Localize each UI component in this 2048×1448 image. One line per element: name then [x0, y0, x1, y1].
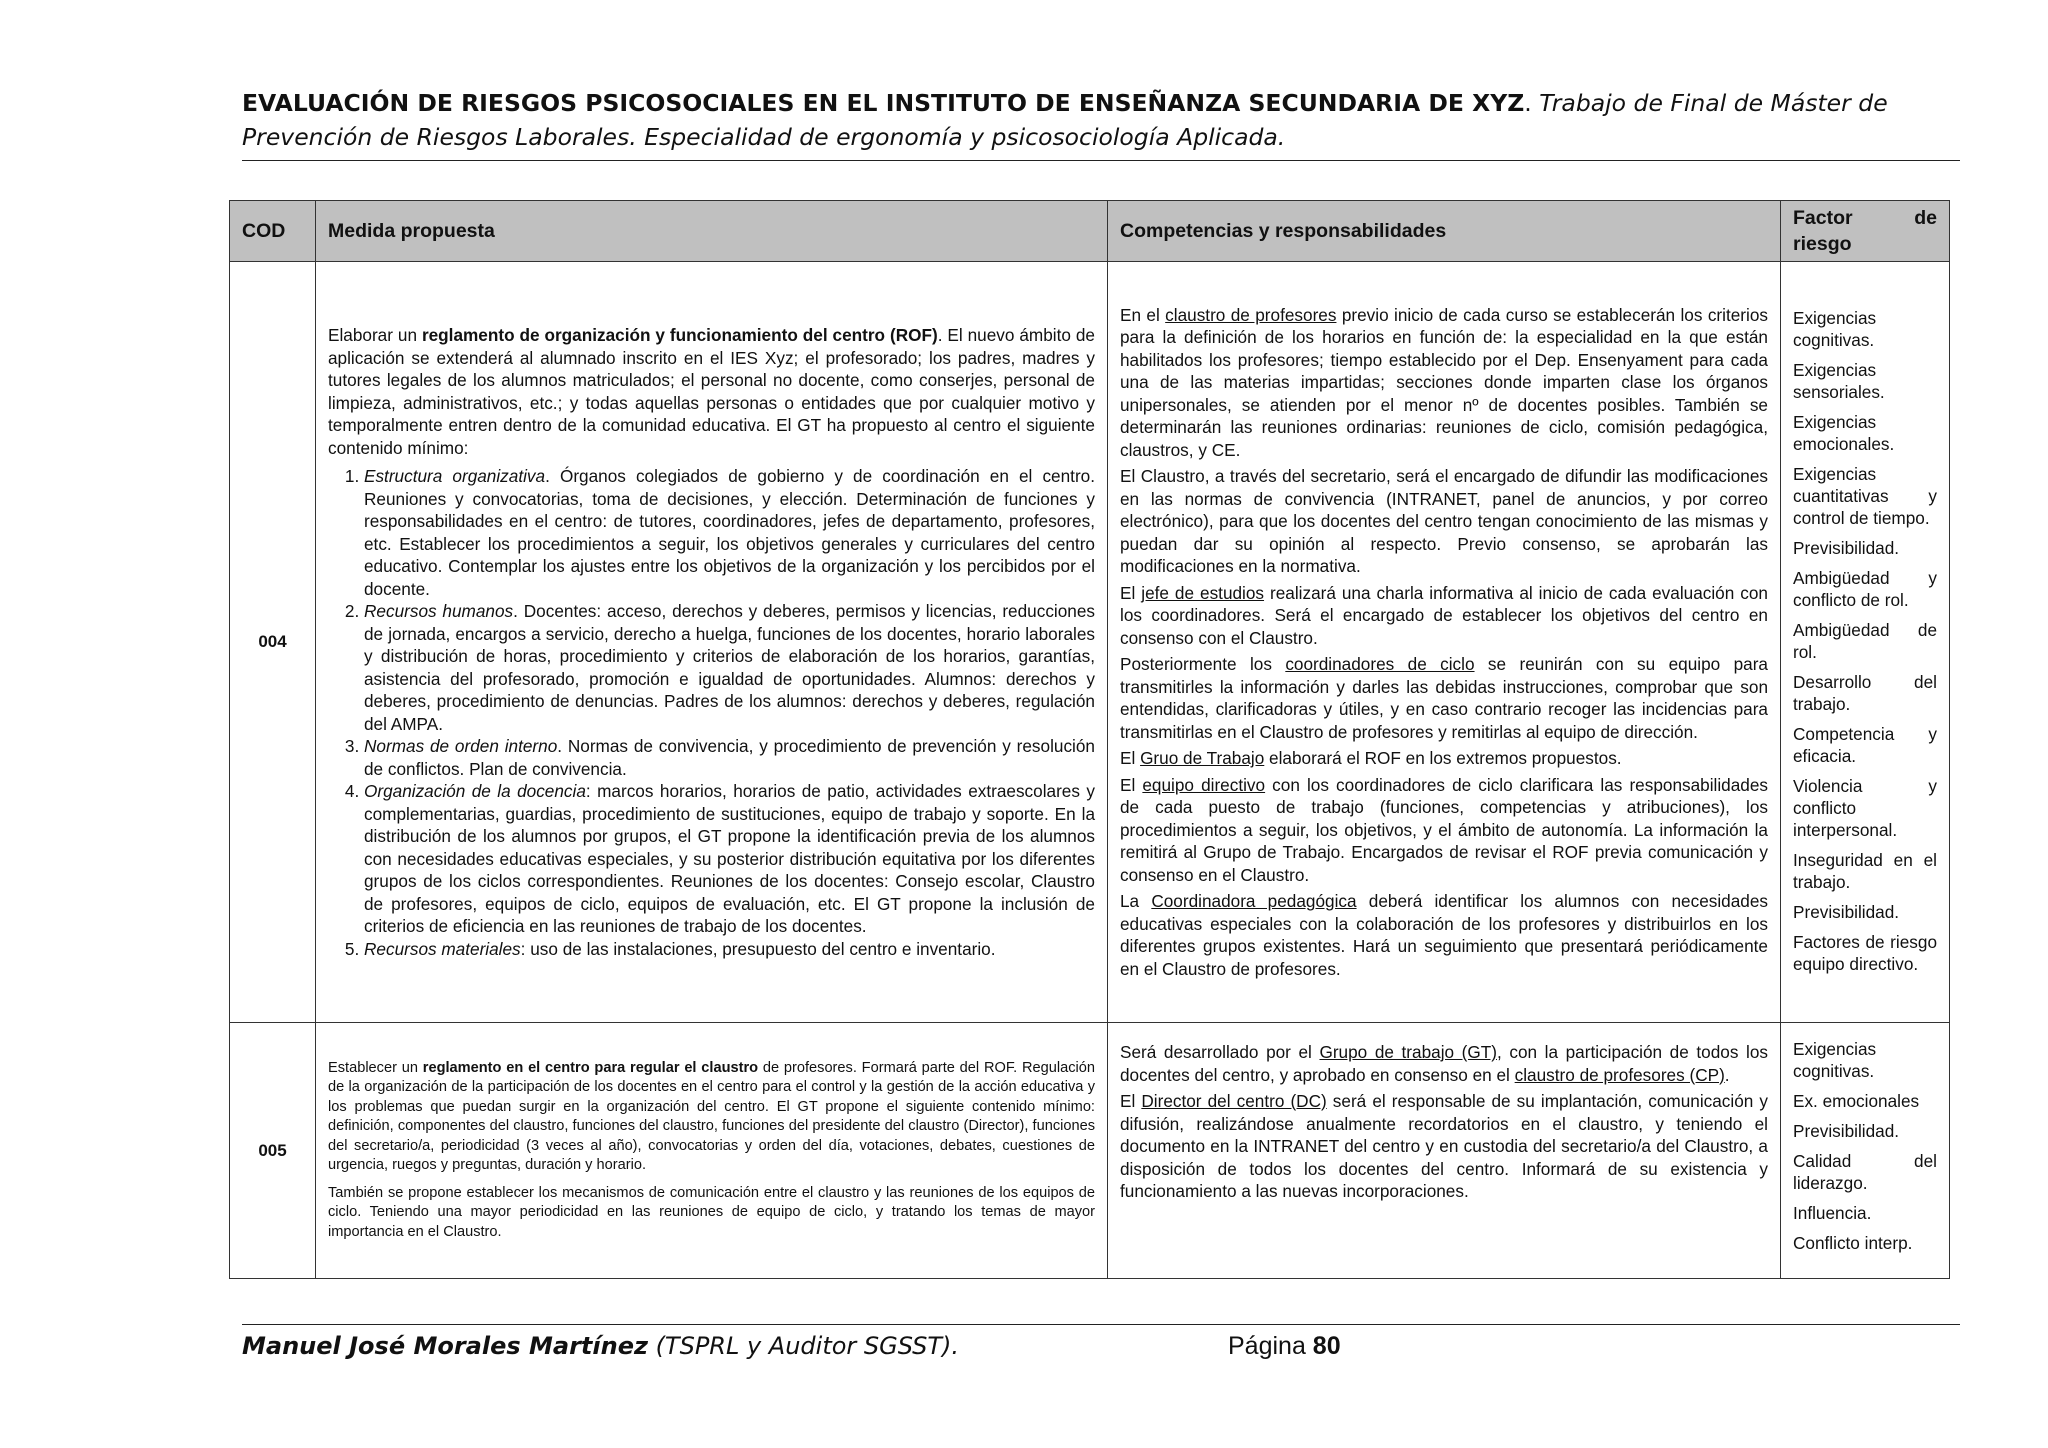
- factor-item: Previsibilidad.: [1793, 1120, 1900, 1141]
- measures-table: [229, 200, 1950, 1279]
- page-number: Página 80: [1228, 1332, 1341, 1360]
- factor-item: Previsibilidad.: [1793, 538, 1900, 558]
- row-code: 005: [230, 1023, 316, 1279]
- competence-paragraph: El Gruo de Trabajo elaborará el ROF en los extremos propuestos.: [1120, 748, 1622, 769]
- factor-item: Exigencias sensoriales.: [1793, 360, 1885, 402]
- col-header-measure: Medida propuesta: [316, 201, 1108, 262]
- header-divider: [242, 160, 1960, 161]
- competence-paragraph: El Claustro, a través del secretario, será el encargado de difundir las modificaciones en las normas de convivencia (INTRANET, panel de anuncios, y por correo electrónico), para que los docentes del centro tengan conocimiento de las mismas y puedan dar su opinión al respecto. Previo consenso, se aprobarán las modificaciones en la normativa.: [1120, 466, 1768, 577]
- factor-item: Exigencias emocionales.: [1793, 412, 1895, 454]
- list-item: 2. Recursos humanos. Docentes: acceso, derechos y deberes, permisos y licencias, reducciones de jornada, encargos a servicio, derecho a huelga, funciones de los docentes, horario laborales y distribución de horas, procedimiento y criterios de elaboración de los horarios, garantías, asistencia del profesorado, promoción e igualdad de oportunidades. Alumnos: derechos y deberes, procedimiento de denuncias. Padres de los alumnos: derechos y deberes, regulación del AMPA.: [364, 600, 1095, 735]
- measure-paragraph: Establecer un reglamento en el centro para regular el claustro de profesores. Formará parte del ROF. Regulación de la organización de la participación de los docentes en el centro para el control y la gestión de la acción educativa y los problemas que puedan surgir en la organización del centro. El GT propone el siguiente contenido mínimo: definición, componentes del claustro, funciones del claustro, funciones del presidente del claustro (Director), funciones del secretario/a, periodicidad (3 veces al año), convocatorias y orden del día, votaciones, debates, cuestiones de urgencia, ruegos y preguntas, duración y horario.: [328, 1059, 1096, 1174]
- measure-intro: Elaborar un reglamento de organización y funcionamiento del centro (ROF). El nuevo ámbito de aplicación se extenderá al alumnado inscrito en el IES Xyz; el profesorado; los padres, madres y tutores legales de los alumnos matriculados; el personal no docente, como conserjes, personal de limpieza, administrativos, etc.; y todas aquellas personas o entidades que por cualquier motivo y temporalmente entren dentro de la comunidad educativa. El GT ha propuesto al centro el siguiente contenido mínimo:: [328, 325, 1095, 458]
- factors-cell: [1781, 1023, 1950, 1279]
- factor-item: Inseguridad en el trabajo.: [1793, 850, 1937, 892]
- competence-paragraph: El equipo directivo con los coordinadores de ciclo clarificara las responsabilidades de cada puesto de trabajo (funciones, competencias y atribuciones), los procedimientos a seguir, los objetivos, y el ámbito de autonomía. La información la remitirá al Grupo de Trabajo. Encargados de revisar el ROF previa comunicación y consenso en el Claustro.: [1120, 774, 1769, 885]
- document-subtitle: Trabajo de Final de Máster de Prevención de Riesgos Laborales. Especialidad de ergonomía y psicosociología Aplicada.: [242, 89, 1888, 151]
- competence-paragraph: En el claustro de profesores previo inicio de cada curso se establecerán los criterios para la definición de los horarios en función de: la especialidad en la que están habilitados los profesores; tiempo establecido por el Dep. Ensenyament para cada una de las materias impartidas; secciones donde imparten clase los órganos unipersonales, se atienden por el menor nº de docentes posibles. También se determinarán las reuniones ordinarias: reuniones de ciclo, comisión pedagógica, claustros, y CE.: [1120, 304, 1768, 460]
- list-item: 5. Recursos materiales: uso de las instalaciones, presupuesto del centro e inventario.: [364, 938, 1095, 961]
- factor-item: Ambigüedad y conflicto de rol.: [1793, 568, 1937, 610]
- competence-paragraph: Será desarrollado por el Grupo de trabajo (GT), con la participación de todos los docentes del centro, y aprobado en consenso en el claustro de profesores (CP).: [1120, 1042, 1768, 1085]
- factor-item: Conflicto interp.: [1793, 1232, 1913, 1253]
- footer-divider: [242, 1324, 1960, 1325]
- title-separator: .: [1524, 89, 1540, 117]
- list-item: 1. Estructura organizativa. Órganos colegiados de gobierno y de coordinación en el centro. Reuniones y convocatorias, toma de decisiones, y elección. Determinación de funciones y responsabilidades en el centro: de tutores, coordinadores, jefes de departamento, profesores, etc. Establecer los procedimientos a seguir, los objetivos generales y curriculares del centro educativo. Contemplar los ajustes entre los objetivos de la organización y los percibidos por el docente.: [364, 465, 1095, 600]
- factor-item: Previsibilidad.: [1793, 902, 1900, 922]
- measure-cell: [316, 1023, 1108, 1279]
- factor-item: Calidad del liderazgo.: [1793, 1150, 1937, 1193]
- factor-item: Ambigüedad de rol.: [1793, 620, 1937, 662]
- competence-paragraph: El Director del centro (DC) será el responsable de su implantación, comunicación y difusión, realizándose anualmente recordatorios en el claustro, y teniendo el documento en la INTRANET del centro y en custodia del secretario/a del Claustro, a disposición de todos los docentes del centro. Informará de su existencia y funcionamiento a las nuevas incorporaciones.: [1120, 1091, 1768, 1201]
- competences-cell: [1108, 262, 1781, 1023]
- factor-item: Exigencias cognitivas.: [1793, 308, 1877, 350]
- col-header-code: COD: [230, 201, 316, 262]
- factor-item: Exigencias cognitivas.: [1793, 1038, 1877, 1081]
- factor-list: [1793, 1038, 1937, 1254]
- factor-item: Exigencias cuantitativas y control de tiempo.: [1793, 464, 1937, 528]
- competence-paragraph: La Coordinadora pedagógica deberá identificar los alumnos con necesidades educativas especiales con la colaboración de los profesores y distribuirlos en los diferentes grupos existentes. Hará un seguimiento que presentará periódicamente en el Claustro de profesores.: [1120, 891, 1768, 979]
- col-header-competences: Competencias y responsabilidades: [1108, 201, 1781, 262]
- factors-cell: [1781, 262, 1950, 1023]
- factor-item: Factores de riesgo equipo directivo.: [1793, 932, 1937, 974]
- factor-item: Competencia y eficacia.: [1793, 724, 1937, 766]
- measure-paragraph: También se propone establecer los mecanismos de comunicación entre el claustro y las reuniones de los equipos de ciclo. Teniendo una mayor periodicidad en las reuniones de equipo de ciclo, y tratando los temas de mayor importancia en el Claustro.: [328, 1184, 1095, 1240]
- table-row: [230, 262, 1950, 1023]
- footer-author: Manuel José Morales Martínez (TSPRL y Auditor SGSST).: [242, 1332, 960, 1360]
- factor-item: Desarrollo del trabajo.: [1793, 672, 1937, 714]
- list-item: 3. Normas de orden interno. Normas de convivencia, y procedimiento de prevención y resolución de conflictos. Plan de convivencia.: [364, 735, 1095, 780]
- factor-item: Violencia y conflicto interpersonal.: [1793, 776, 1937, 840]
- row-code: 004: [230, 262, 316, 1023]
- table-row: [230, 1023, 1950, 1279]
- measure-content-list: [328, 465, 1095, 960]
- measure-cell: [316, 262, 1108, 1023]
- page-header: [242, 86, 1960, 154]
- factor-item: Influencia.: [1793, 1202, 1872, 1223]
- competence-paragraph: El jefe de estudios realizará una charla informativa al inicio de cada evaluación con los coordinadores. Será el encargado de establecer los objetivos del centro en consenso con el Claustro.: [1120, 582, 1768, 648]
- col-header-factor: Factor de riesgo: [1781, 201, 1950, 262]
- competences-cell: [1108, 1023, 1781, 1279]
- factor-list: [1793, 307, 1937, 975]
- factor-item: Ex. emocionales: [1793, 1090, 1920, 1111]
- list-item: 4. Organización de la docencia: marcos horarios, horarios de patio, actividades extraescolares y complementarias, guardias, procedimiento de sustituciones, equipo de trabajo y soporte. En la distribución de los alumnos por grupos, el GT propone la identificación previa de los alumnos con necesidades educativas especiales, y su posterior distribución equitativa por los diferentes grupos de los ciclos correspondientes. Reuniones de los docentes: Consejo escolar, Claustro de profesores, equipos de ciclo, equipos de evaluación, etc. El GT propone la inclusión de criterios de eficiencia en las reuniones de trabajo de los docentes.: [364, 780, 1095, 938]
- table-header-row: [230, 201, 1950, 262]
- competence-paragraph: Posteriormente los coordinadores de ciclo se reunirán con su equipo para transmitirles la información y darles las debidas instrucciones, comprobar que son entendidas, clarificadoras y útiles, y en caso contrario recoger las incidencias para transmitirlas en el Claustro de profesores y remitirlas al equipo de dirección.: [1120, 654, 1768, 742]
- document-title: EVALUACIÓN DE RIESGOS PSICOSOCIALES EN EL INSTITUTO DE ENSEÑANZA SECUNDARIA DE XYZ: [242, 89, 1525, 117]
